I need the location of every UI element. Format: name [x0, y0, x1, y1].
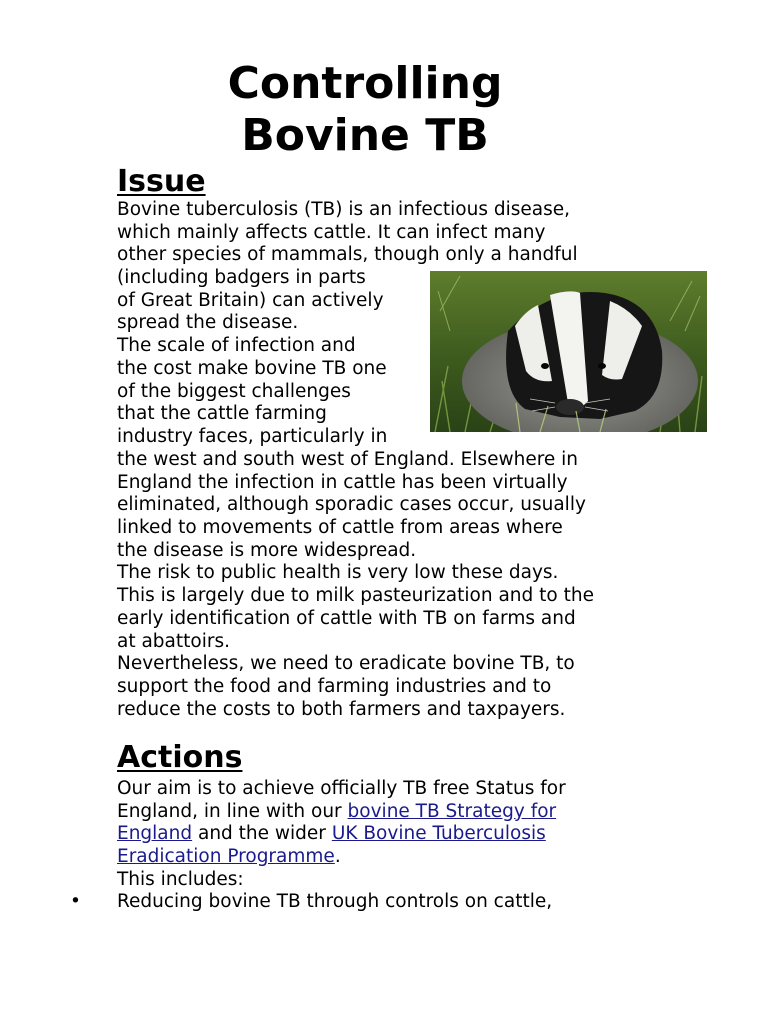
text-fragment: .	[334, 846, 341, 868]
actions-heading: Actions	[117, 740, 243, 775]
text-line: The scale of infection and	[117, 335, 356, 357]
uk-bovine-tb-eradication-link[interactable]: UK Bovine Tuberculosis	[331, 823, 546, 845]
text-line: industry faces, particularly in	[117, 425, 388, 447]
issue-paragraph-full	[117, 449, 594, 721]
text-line: linked to movements of cattle from areas where	[117, 517, 563, 539]
text-line: Bovine tuberculosis (TB) is an infectious disease,	[117, 199, 570, 220]
title-line-2: Bovine TB	[241, 110, 489, 161]
text-line-with-link	[117, 846, 566, 869]
title-line-1: Controlling	[227, 58, 503, 109]
text-line: of the biggest challenges	[117, 380, 351, 402]
text-line: reduce the costs to both farmers and taxpayers.	[117, 698, 566, 720]
text-line: The risk to public health is very low these days.	[117, 562, 559, 584]
bovine-tb-strategy-link[interactable]: bovine TB Strategy for	[347, 800, 557, 822]
text-line: the west and south west of England. Elsewhere in	[117, 449, 579, 470]
text-fragment: England, in line with our	[117, 800, 348, 822]
text-line: early identification of cattle with TB on farms and	[117, 607, 576, 629]
text-line: This includes:	[117, 868, 244, 890]
text-line: at abattoirs.	[117, 630, 230, 652]
text-line: of Great Britain) can actively	[117, 289, 384, 311]
bullet-text: Reducing bovine TB through controls on cattle,	[117, 891, 553, 912]
text-line: the cost make bovine TB one	[117, 357, 387, 379]
text-line-with-link	[117, 823, 566, 846]
text-fragment: and the wider	[192, 823, 332, 845]
text-line: Our aim is to achieve officially TB free Status for	[117, 778, 566, 799]
text-line: England the infection in cattle has been virtually	[117, 471, 568, 493]
text-line: eliminated, although sporadic cases occur, usually	[117, 494, 586, 516]
text-line: other species of mammals, though only a handful	[117, 244, 578, 266]
text-line-with-link	[117, 801, 566, 824]
text-line: This is largely due to milk pasteurization and to the	[117, 585, 594, 607]
text-line: Nevertheless, we need to eradicate bovine TB, to	[117, 653, 575, 675]
text-line: (including badgers in parts	[117, 267, 366, 289]
badger-photo	[430, 271, 707, 432]
text-line: spread the disease.	[117, 312, 299, 334]
text-line: support the food and farming industries and to	[117, 675, 552, 697]
actions-paragraph	[117, 778, 566, 891]
text-line: the disease is more widespread.	[117, 539, 417, 561]
issue-heading: Issue	[117, 164, 206, 199]
bullet-icon: •	[70, 891, 81, 912]
text-line: that the cattle farming	[117, 403, 327, 425]
text-line: which mainly affects cattle. It can infect many	[117, 221, 546, 243]
bovine-tb-strategy-link-continued[interactable]: England	[117, 823, 193, 845]
document-title	[215, 58, 515, 162]
badger-illustration	[430, 271, 707, 432]
uk-bovine-tb-eradication-link-continued[interactable]: Eradication Programme	[117, 846, 335, 868]
